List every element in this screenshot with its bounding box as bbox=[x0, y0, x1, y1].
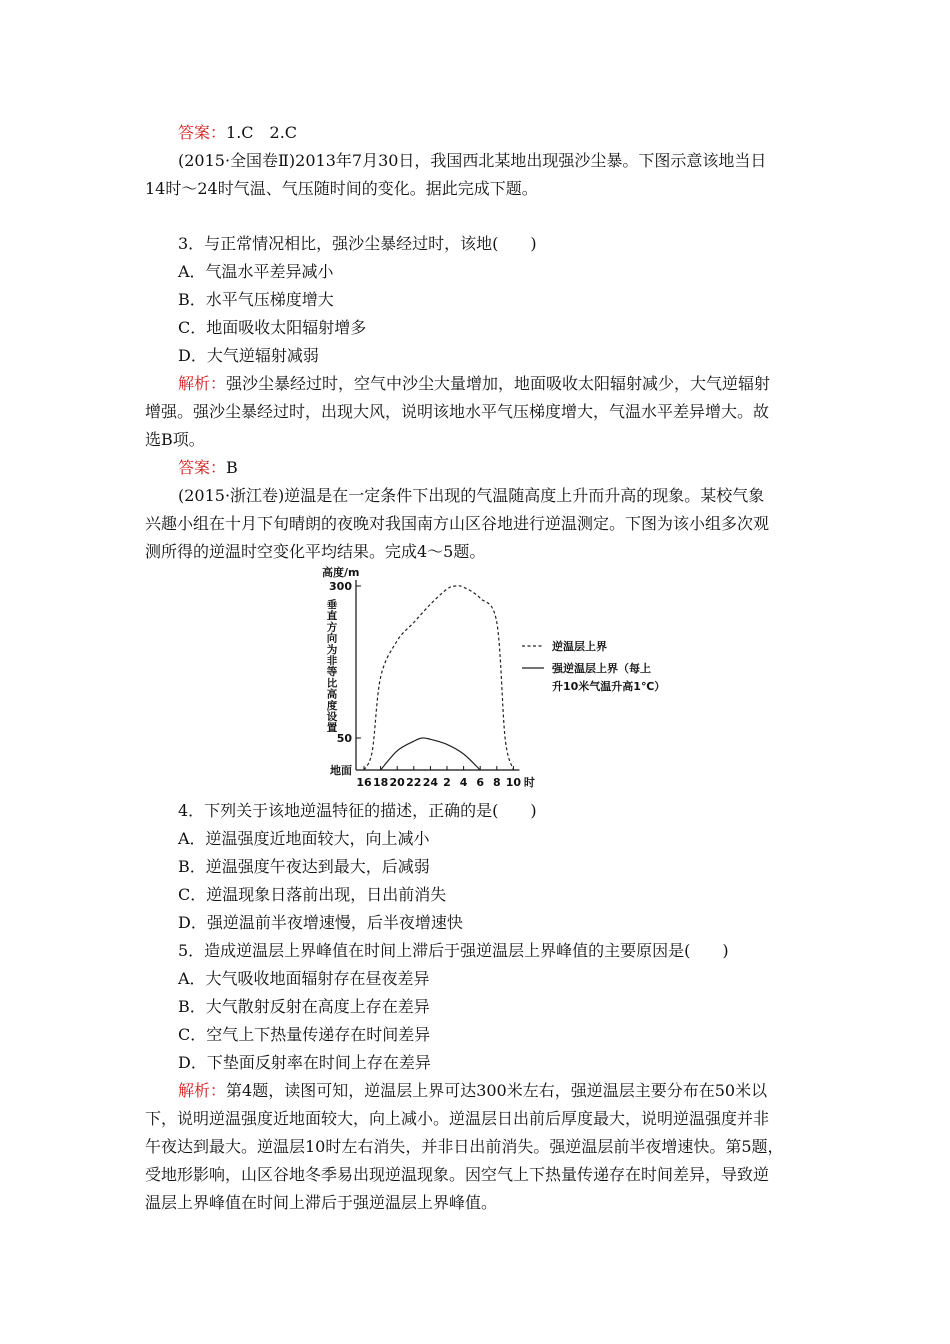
q3-option-b: B．水平气压梯度增大 bbox=[178, 290, 334, 309]
y-side-label-char: 高 bbox=[326, 688, 338, 701]
y-side-label-char: 向 bbox=[326, 632, 338, 645]
q3-option-a: A．气温水平差异减小 bbox=[178, 262, 334, 281]
y-side-label-char: 非 bbox=[326, 655, 338, 667]
answer-label: 答案： bbox=[178, 123, 227, 142]
analysis-45-line-5: 温层上界峰值在时间上滞后于强逆温层上界峰值。 bbox=[145, 1193, 498, 1212]
q4-option-d: D．强逆温前半夜增速慢，后半夜增速快 bbox=[178, 913, 463, 932]
q4-option-c: C．逆温现象日落前出现，日出前消失 bbox=[178, 885, 447, 904]
q4-stem: 4．下列关于该地逆温特征的描述，正确的是( ) bbox=[178, 801, 537, 820]
analysis-label: 解析： bbox=[178, 1081, 227, 1100]
q3-answer-line bbox=[178, 457, 238, 479]
q5-option-d: D．下垫面反射率在时间上存在差异 bbox=[178, 1053, 431, 1072]
intro-3-line-1: (2015·全国卷Ⅱ)2013年7月30日，我国西北某地出现强沙尘暴。下图示意该地当日 bbox=[178, 151, 767, 170]
answer-value: 1.C 2.C bbox=[226, 123, 298, 142]
intro-45-line-1: (2015·浙江卷)逆温是在一定条件下出现的气温随高度上升而升高的现象。某校气象 bbox=[178, 486, 765, 505]
legend-solid-label-line-2: 升10米气温升高1℃） bbox=[552, 680, 666, 693]
x-tick-label: 6 bbox=[476, 776, 485, 789]
x-tick-label: 24 bbox=[422, 776, 439, 789]
analysis-text: 第4题，读图可知，逆温层上界可达300米左右，强逆温层主要分布在50米以 bbox=[226, 1081, 768, 1100]
analysis-45-line-1 bbox=[178, 1080, 767, 1102]
q3-analysis-line-2: 增强。强沙尘暴经过时，出现大风，说明该地水平气压梯度增大，气温水平差异增大。故 bbox=[145, 402, 770, 421]
y-side-label-char: 直 bbox=[326, 610, 338, 623]
y-side-label-char: 度 bbox=[326, 699, 338, 712]
legend-dashed-label: 逆温层上界 bbox=[552, 640, 607, 653]
inversion-layer-top-line bbox=[364, 586, 513, 770]
analysis-text: 强沙尘暴经过时，空气中沙尘大量增加，地面吸收太阳辐射减少，大气逆辐射 bbox=[226, 374, 771, 393]
inversion-chart bbox=[300, 562, 680, 794]
y-side-label-char: 设 bbox=[326, 711, 338, 723]
strong-inversion-top-line bbox=[381, 738, 481, 770]
x-tick-label: 18 bbox=[372, 776, 389, 789]
y-side-label-char: 比 bbox=[326, 677, 338, 690]
y-tick-label: 50 bbox=[336, 732, 352, 745]
y-axis-title: 高度/m bbox=[322, 566, 360, 579]
q5-option-a: A．大气吸收地面辐射存在昼夜差异 bbox=[178, 969, 430, 988]
q5-option-b: B．大气散射反射在高度上存在差异 bbox=[178, 997, 430, 1016]
x-tick-label: 4 bbox=[459, 776, 468, 789]
answer-label: 答案： bbox=[178, 458, 227, 477]
x-tick-label: 16 bbox=[356, 776, 372, 789]
intro-3-line-2: 14时～24时气温、气压随时间的变化。据此完成下题。 bbox=[145, 179, 538, 198]
intro-45-line-2: 兴趣小组在十月下旬晴朗的夜晚对我国南方山区谷地进行逆温测定。下图为该小组多次观 bbox=[145, 514, 770, 533]
x-tick-label: 2 bbox=[443, 776, 451, 789]
legend-solid-label-line-1: 强逆温层上界（每上 bbox=[552, 662, 651, 675]
y-side-label-char: 为 bbox=[326, 643, 338, 656]
analysis-45-line-4: 受地形影响，山区谷地冬季易出现逆温现象。因空气上下热量传递存在时间差异，导致逆 bbox=[145, 1165, 770, 1184]
q4-option-b: B．逆温强度午夜达到最大，后减弱 bbox=[178, 857, 430, 876]
q3-option-c: C．地面吸收太阳辐射增多 bbox=[178, 318, 367, 337]
y-side-label-char: 等 bbox=[326, 666, 338, 679]
q3-analysis-line-3: 选B项。 bbox=[145, 430, 205, 449]
q3-analysis-line-1 bbox=[178, 373, 770, 395]
y-side-label-char: 垂 bbox=[326, 599, 338, 611]
y-tick-label: 300 bbox=[329, 580, 352, 593]
y-side-label-char: 置 bbox=[326, 722, 338, 735]
q3-stem: 3．与正常情况相比，强沙尘暴经过时，该地( ) bbox=[178, 234, 537, 253]
answer-line-1-2 bbox=[178, 122, 297, 144]
y-tick-label: 地面 bbox=[330, 764, 352, 777]
x-tick-label: 10 bbox=[505, 776, 522, 789]
q4-option-a: A．逆温强度近地面较大，向上减小 bbox=[178, 829, 430, 848]
x-axis-unit: 时 bbox=[523, 776, 535, 789]
answer-value: B bbox=[226, 458, 238, 477]
analysis-45-line-3: 午夜达到最大。逆温层10时左右消失，并非日出前消失。强逆温层前半夜增速快。第5题， bbox=[145, 1137, 784, 1156]
q5-stem: 5．造成逆温层上界峰值在时间上滞后于强逆温层上界峰值的主要原因是( ) bbox=[178, 941, 729, 960]
x-tick-label: 22 bbox=[406, 776, 422, 789]
intro-45-line-3: 测所得的逆温时空变化平均结果。完成4～5题。 bbox=[145, 542, 486, 561]
q3-option-d: D．大气逆辐射减弱 bbox=[178, 346, 319, 365]
x-tick-label: 20 bbox=[389, 776, 405, 789]
y-side-label-char: 方 bbox=[326, 621, 338, 634]
analysis-45-line-2: 下，说明逆温强度近地面较大，向上减小。逆温层日出前后厚度最大，说明逆温强度并非 bbox=[145, 1109, 770, 1128]
q5-option-c: C．空气上下热量传递存在时间差异 bbox=[178, 1025, 431, 1044]
x-tick-label: 8 bbox=[492, 776, 501, 789]
analysis-label: 解析： bbox=[178, 374, 227, 393]
